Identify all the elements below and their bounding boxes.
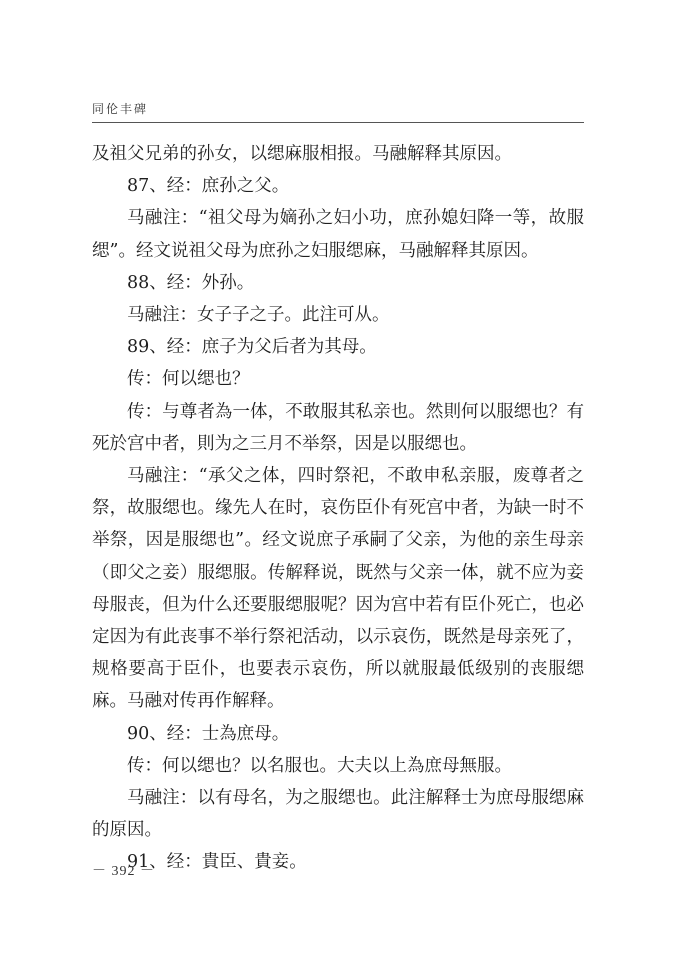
paragraph: 90、经：士為庶母。	[127, 723, 290, 744]
paragraph: 91、经：貴臣、貴妾。	[127, 852, 307, 873]
paragraph: 传：何以缌也？	[127, 369, 250, 390]
header-rule	[92, 122, 584, 123]
paragraph: 马融注：“祖父母为嫡孙之妇小功，庶孙媳妇降一等，故服缌”。经文说祖父母为庶孙之妇服缌麻，马融解释其原因。	[92, 208, 584, 261]
paragraph: 马融注：“承父之体，四时祭祀，不敢申私亲服，废尊者之祭，故服缌也。缘先人在时，哀伤臣仆有死宫中者，为缺一时不举祭，因是服缌也”。经文说庶子承嗣了父亲，为他的亲生母亲（即父之妾）服缌服。传解释说，既然与父亲一体，就不应为妾母服丧，但为什么还要服缌服呢？因为宫中若有臣仆死亡，也必定因为有此丧事不举行祭祀活动，以示哀伤，既然是母亲死了，规格要高于臣仆，也要表示哀伤，所以就服最低级别的丧服缌麻。马融对传再作解释。	[92, 466, 584, 712]
paragraph: 马融注：女子子之子。此注可从。	[127, 305, 390, 326]
running-title: 同伦丰碑	[92, 102, 149, 116]
paragraph: 87、经：庶孙之父。	[127, 176, 290, 197]
body-text	[92, 138, 584, 879]
page-header	[92, 100, 584, 126]
paragraph: 88、经：外孙。	[127, 272, 255, 293]
paragraph: 传：何以缌也？以名服也。大夫以上為庶母無服。	[127, 755, 512, 776]
paragraph: 89、经：庶子为父后者为其母。	[127, 337, 377, 358]
page-number: － 392 －	[92, 864, 155, 879]
paragraph-continued: 及祖父兄弟的孙女，以缌麻服相报。马融解释其原因。	[92, 144, 512, 164]
paragraph: 传：与尊者為一体，不敢服其私亲也。然則何以服缌也？有死於宫中者，則为之三月不举祭，因是以服缌也。	[92, 401, 584, 454]
paragraph: 马融注：以有母名，为之服缌也。此注解释士为庶母服缌麻的原因。	[92, 788, 584, 841]
